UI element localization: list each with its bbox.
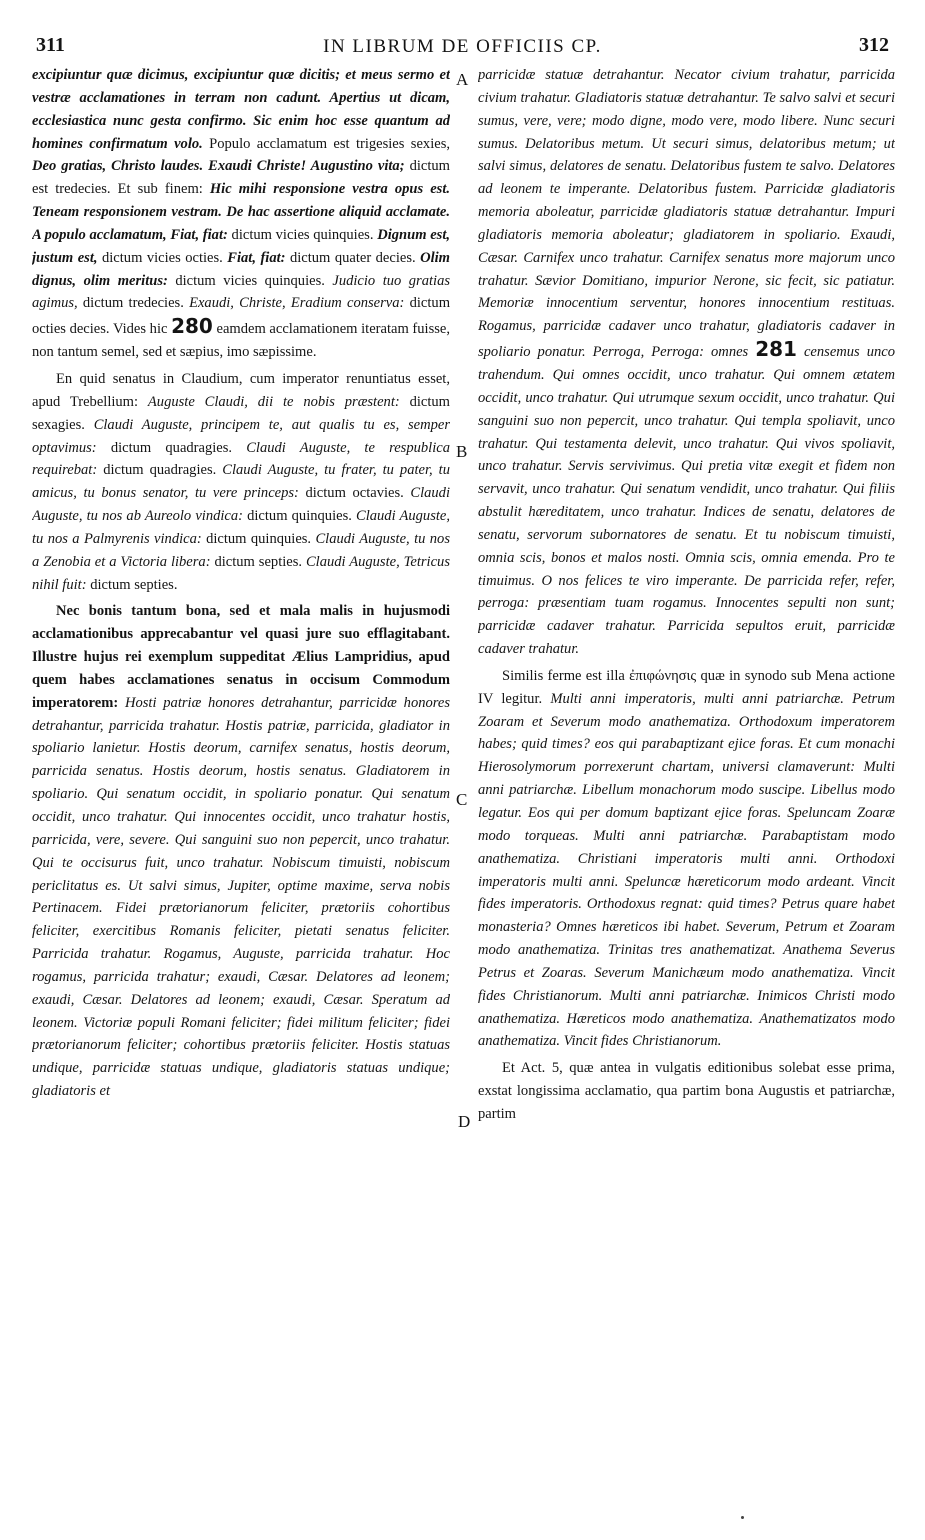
quote-text: censemus unco trahendum. Qui omnes occidit, unco trahatur. Qui omnem ætatem occidit, unco trahatur. Qui utrumque sexum occidit, unco trahatur. Qui sanguini suo non pepercit, unco trahatur. Qui templa spoliavit, unco trahatur. Qui testamenta delevit, unco trahatur. Qui vivos spoliavit, unco trahatur. Servis servivimus. Qui pretia vitæ exegit et fidem non servavit, unco trahatur. Qui senatum vendidit, unco trahatur. Qui filiis abstulit hæreditatem, unco trahatur. Indices de senatu, delatores de senatu, servorum subornatores de senatu. Et tu nobiscum timuisti, omnia scis, bonos et malos nosti. Omnia scis, omnia emenda. Pro te timuimus. O nos felices te viro imperante. De parricida refer, refer, perroga: præsentiam tuam rogamus. Innocentes sepulti non sunt; parricidæ cadaver trahatur. Parricida sepultos eruit, parricidæ cadaver trahatur. — [478, 344, 895, 658]
margin-marker-d: D — [458, 1112, 471, 1131]
column-number-280: 280 — [171, 314, 213, 339]
body-text: dictum vicies octies. — [97, 249, 228, 266]
body-text: Nec bonis tantum bona, sed et mala malis in hujusmodi acclamationibus apprecabantur vel quasi jure suo efflagitabant. Illustre hujus rei exemplum suppeditat Ælius Lampridius, apud quem habes acclamationes senatus in occisum Commodum imperatorem: — [32, 603, 450, 711]
margin-marker-a: A — [456, 70, 469, 89]
body-text: dictum quadragies. — [97, 462, 223, 479]
quote-text: Claudi Auguste, tu nos a Zenobia et a Victoria libera: — [32, 530, 450, 570]
margin-marker-b: B — [456, 442, 468, 461]
body-text: eamdem acclamationem iteratam fuisse, non tantum semel, sed et sæpius, imo sæpissime. — [32, 321, 450, 361]
body-text: dictum vicies quinquies. — [227, 226, 378, 243]
quote-text: Deo gratias, Christo laudes. Exaudi Christe! Augustino vita; — [32, 158, 405, 175]
body-text: dictum septies. — [86, 576, 178, 593]
quote-text: Olim dignus, olim meritus: — [32, 249, 450, 289]
quote-text: Judicio tuo gratias agimus, — [32, 272, 450, 312]
quote-text: Dignum est, justum est, — [32, 226, 450, 266]
body-text: dictum vicies quinquies. — [167, 272, 333, 289]
quote-text: Fiat, fiat: — [227, 249, 286, 266]
paragraph-acclamations-augustine — [32, 64, 450, 364]
page-number-left: 311 — [36, 34, 65, 56]
body-text: dictum octies decies. Vides hic — [32, 295, 450, 338]
quote-text: Exaudi, Christe, Eradium conserva: — [189, 295, 405, 312]
paragraph-act-five — [478, 1057, 895, 1126]
body-text: dictum quadragies. — [96, 439, 247, 456]
quote-text: Hosti patriæ honores detrahantur, parricidæ honores detrahantur, parricida trahatur. Hostis patriæ, parricida, gladiator in spoliario lanietur. Hostis deorum, carnifex senatus, hostis deorum, parricida senatus. Hostis deorum, hostis senatus. Gladiatorem in spoliario. Qui senatum occidit, in spoliario ponatur. Qui senatum occidit, unco trahatur. Qui innocentes occidit, unco trahatur hostis, parricida, vere, severe. Qui sanguini suo non pepercit, unco trahatur. Qui te occisurus fuit, unco trahatur. Nobiscum timuisti, nobiscum periclitatus es. Ut salvi simus, Jupiter, optime maxime, serva nobis Pertinacem. Fidei prætorianorum feliciter, prætoriis cohortibus feliciter, exercitibus Romanis feliciter, pietati senatus feliciter. Parricida trahatur. Rogamus, Auguste, parricida trahatur. Hoc rogamus, parricida trahatur; exaudi, Cæsar. Delatores ad leonem; exaudi, Cæsar. Delatores ad leonem; exaudi, Cæsar. Speratum ad leonem. Victoriæ populi Romani feliciter; fidei militum feliciter; fidei prætorianorum feliciter; cohortibus prætoriis feliciter. Hostis statuas undique, parricidæ statuas undique, gladiatoris statuas undique; gladiatoris et — [32, 694, 450, 1100]
quote-text: Claudi Auguste, tu nos ab Aureolo vindica: — [32, 485, 450, 525]
quote-text: Auguste Claudi, dii te nobis præstent: — [147, 393, 400, 410]
quote-text: Claudi Auguste, Tetricus nihil fuit: — [32, 553, 450, 593]
quote-text: Claudi Auguste, tu frater, tu pater, tu amicus, tu bonus senator, tu vere princeps: — [32, 462, 450, 502]
body-text: dictum quinquies. — [242, 508, 357, 525]
running-title: IN LIBRUM DE OFFICIIS CP. — [323, 36, 602, 57]
body-text: Et Act. 5, quæ antea in vulgatis editionibus solebat esse prima, exstat longissima acclamatio, qua partim bona Augustis et patriarchæ, partim — [478, 1060, 895, 1122]
body-text: dictum sexagies. — [32, 393, 450, 433]
greek-term: ἐπιφώνησις — [629, 667, 697, 684]
paragraph-commodus-continued — [478, 64, 895, 661]
page-number-right: 312 — [859, 34, 889, 56]
quote-text: Hic mihi responsione vestra opus est. Teneam responsionem vestram. De hac assertione aliquid acclamate. A populo acclamatum, Fiat, fiat: — [32, 181, 450, 243]
quote-text: Claudi Auguste, tu nos a Palmyrenis vindica: — [32, 508, 450, 547]
quote-text: parricidæ statuæ detrahantur. Necator civium trahatur, parricida civium trahatur. Gladiatoris statuæ detrahantur. Te salvo salvi et securi sumus, vere, vere; modo digne, modo vere, modo libere. Nunc securi sumus. Delatoribus metum. Ut securi simus, delatoribus metum; ut salvi simus, delatores de senatu. Delatoribus fustem te salvo. Delatores ad leonem te imperante. Delatoribus fustem. Parricidæ gladiatoris memoria aboleatur, parricidæ gladiatoris statuæ detrahantur. Impuri gladiatoris memoria aboleatur; gladiatorem in spoliario. Exaudi, Cæsar. Carnifex unco trahatur. Carnifex senatus more majorum unco trahatur. Sævior Domitiano, impurior Nerone, sic fecit, sic patiatur. Memoriæ innocentium serventur, honores innocentium restituas. Rogamus, parricidæ cadaver unco trahatur, gladiatoris cadaver in spoliario ponatur. Perroga, Perroga: omnes — [478, 67, 895, 361]
quote-text: Claudi Auguste, principem te, aut qualis tu es, semper optavimus: — [32, 416, 450, 456]
body-text: Similis ferme est illa — [502, 667, 630, 684]
body-text: dictum est tredecies. Et sub finem: — [32, 158, 450, 198]
left-column — [32, 64, 450, 1524]
margin-marker-c: C — [456, 790, 468, 809]
paragraph-synod-mena — [478, 665, 895, 1053]
running-head — [30, 34, 895, 60]
body-text: dictum quinquies. — [201, 530, 316, 547]
quote-text: Multi anni imperatoris, multi anni patriarchæ. Petrum Zoaram et Severum modo anathematiza. Orthodoxum imperatorem habes; quid times? eos qui parabaptizant ejice foras. Et cum monachi Hierosolymorum porrexerunt chartam, universi clamaverunt: Multi anni patriarchæ. Libellum monachorum modo suscipe. Libellus modo legatur. Eos qui per domum baptizant ejice foras. Speluncam Zoaræ modo torqueas. Multi anni patriarchæ. Parabaptistam modo anathematiza. Christiani imperatoris multi anni. Orthodoxi imperatoris multi anni. Speluncæ hæreticorum modo ardeant. Vincit fides imperatoris. Orthodoxus regnat: quid times? Petrus quare habet monasteria? Omnes hæreticos ibi habet. Severum, Petrum et Zoaram modo anathematiza. Trinitas tres anathematizat. Anathema Severus Petrus et Zoaras. Severum Manichæum modo anathematiza. Vincit fides Christianorum. Multi anni patriarchæ. Inimicos Christi modo anathematiza. Hæreticos modo anathematiza. Anathematizatos modo anathematiza. Vincit fides Christianorum. — [478, 690, 895, 1050]
ink-speck — [741, 1516, 744, 1519]
body-text: quæ in synodo sub Mena actione IV legitur. — [478, 667, 895, 707]
paragraph-commodus — [32, 600, 450, 1103]
paragraph-claudius — [32, 368, 450, 596]
body-text: dictum tredecies. — [77, 295, 190, 312]
body-text: dictum octavies. — [298, 485, 411, 502]
quote-text: excipiuntur quæ dicimus, excipiuntur quæ dicitis; et meus sermo et vestræ acclamationes in terram non cadunt. Apertius ut dicam, ecclesiastica nunc gesta confirmo. Sic enim hoc esse quantum ad homines confirmatum volo. — [32, 67, 450, 152]
body-text: Populo acclamatum est trigesies sexies, — [202, 135, 450, 152]
body-text: En quid senatus in Claudium, cum imperator renuntiatus esset, apud Trebellium: — [32, 370, 450, 410]
body-text: dictum septies. — [210, 553, 306, 570]
column-number-281: 281 — [755, 337, 797, 362]
body-text: dictum quater decies. — [285, 249, 421, 266]
right-column — [478, 64, 895, 1524]
quote-text: Claudi Auguste, te respublica requirebat: — [32, 439, 450, 479]
